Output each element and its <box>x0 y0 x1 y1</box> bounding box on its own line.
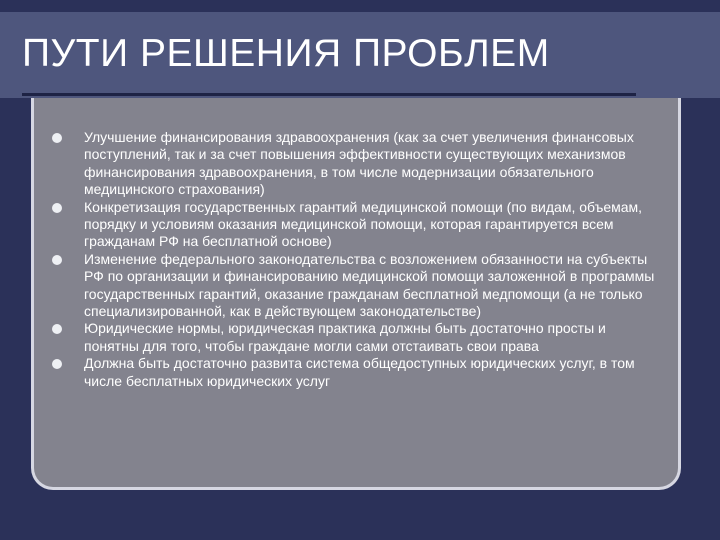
slide-title: ПУТИ РЕШЕНИЯ ПРОБЛЕМ <box>22 32 550 75</box>
bullet-item-financing <box>52 129 662 199</box>
bullet-dot-icon <box>52 324 62 334</box>
bullet-dot-icon <box>52 255 62 265</box>
title-underline <box>22 93 636 96</box>
bullet-dot-icon <box>52 359 62 369</box>
bullet-text: Изменение федерального законодательства с возложением обязанности на субъекты РФ по организации и финансированию медицинской помощи заложенной в программы государственных гарантий, оказание гражданам бесплатной медпомощи (а не только специализированной, как в действующем законодательстве) <box>84 250 655 320</box>
title-bar-extension <box>650 12 720 98</box>
bullet-dot-icon <box>52 203 62 213</box>
bullet-text: Улучшение финансирования здравоохранения (как за счет увеличения финансовых поступлений, так и за счет повышения эффективности существующих механизмов финансирования здравоохранения, в том числе модернизации обязательного медицинского страхования) <box>84 129 634 198</box>
bullet-item-legal-services <box>52 355 662 390</box>
bullet-item-legislation <box>52 251 662 321</box>
bullet-item-legal-norms <box>52 320 662 355</box>
bullet-item-guarantees <box>52 199 662 251</box>
bullet-list <box>52 129 662 390</box>
bullet-text: Должна быть достаточно развита система общедоступных юридических услуг, в том числе бесплатных юридических услуг <box>84 355 635 389</box>
bullet-text: Юридические нормы, юридическая практика должны быть достаточно просты и понятны для того, чтобы граждане могли сами отстаивать свои права <box>84 320 606 354</box>
bullet-dot-icon <box>52 133 62 143</box>
bullet-text: Конкретизация государственных гарантий медицинской помощи (по видам, объемам, порядку и условиям оказания медицинской помощи, которая гарантируется всем гражданам РФ на бесплатной основе) <box>84 198 643 250</box>
